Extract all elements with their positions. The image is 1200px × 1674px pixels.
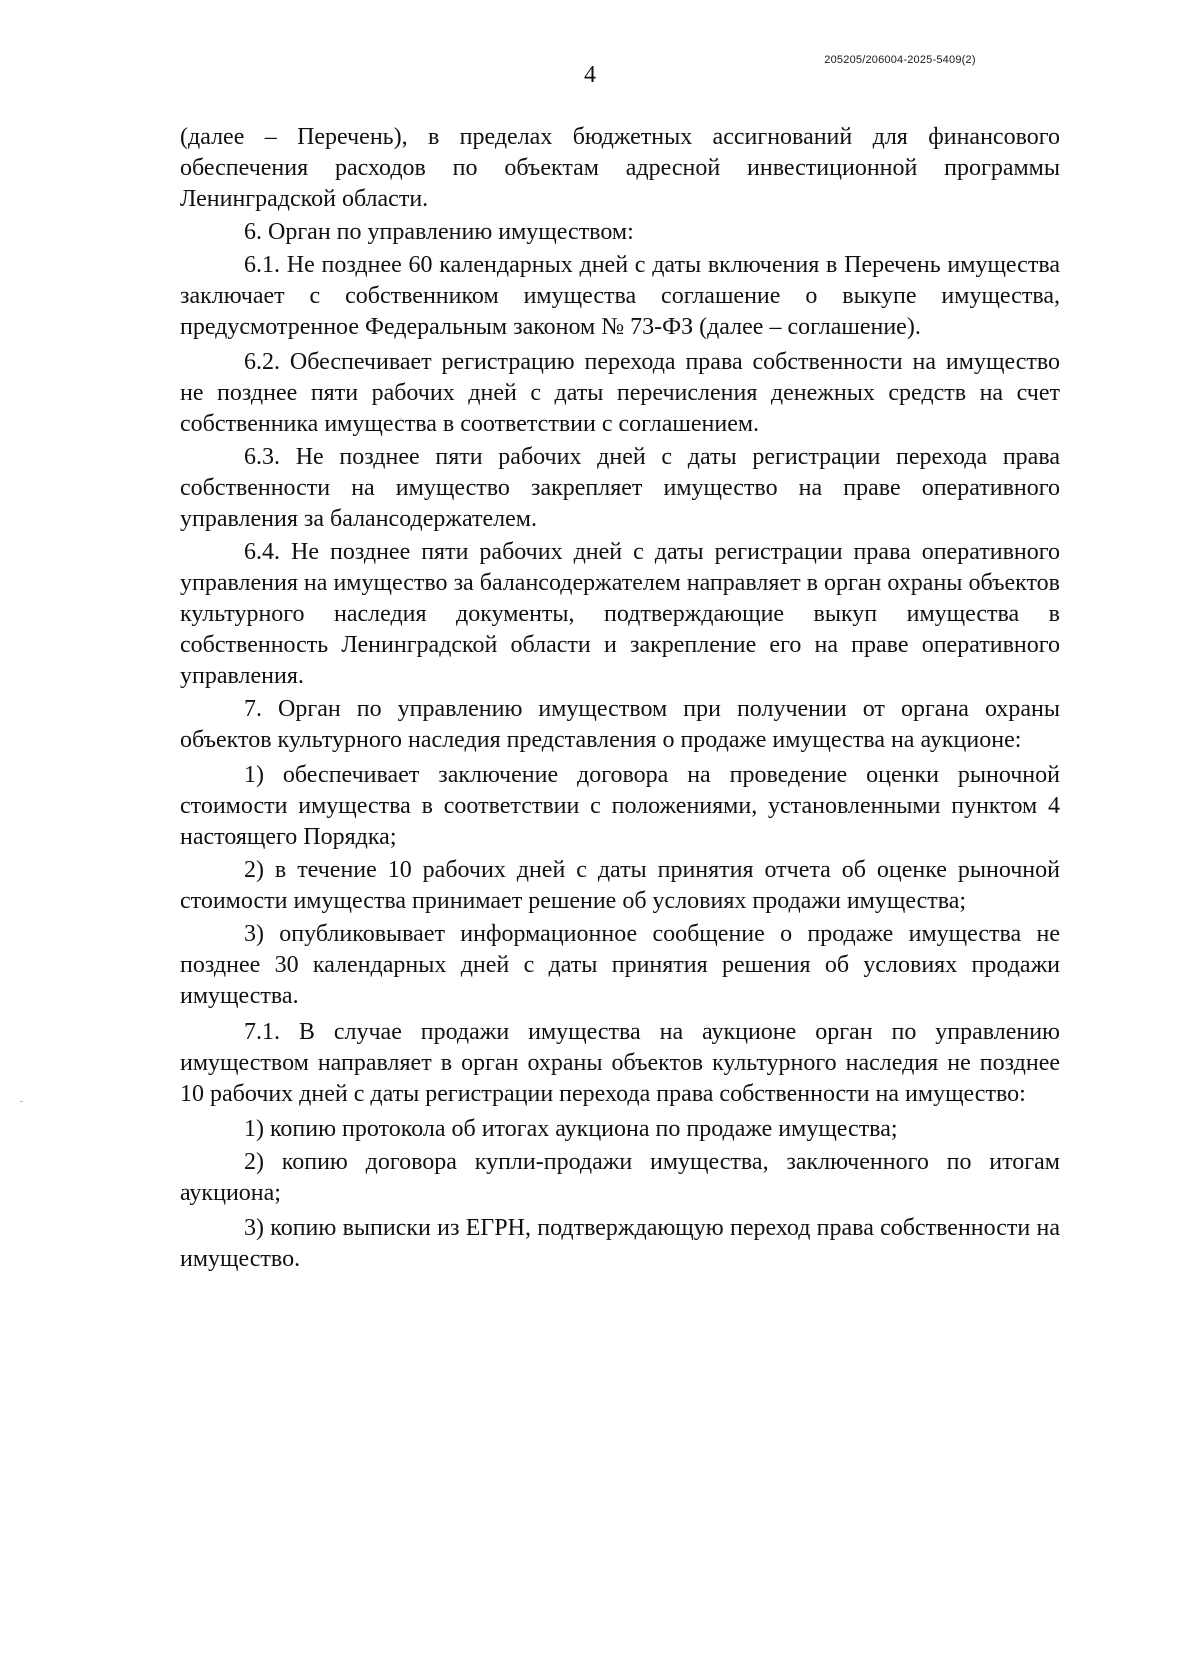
paragraph-7-1: 7.1. В случае продажи имущества на аукционе орган по управлению имуществом направляет в орган охраны объектов культурного наследия не позднее 10 рабочих дней с даты регистрации перехода права собственности на имущество:	[180, 1019, 1060, 1107]
page-number: 4	[584, 62, 596, 88]
paragraph-6-4: 6.4. Не позднее пяти рабочих дней с даты регистрации права оперативного управления на имущество за балансодержателем направляет в орган охраны объектов культурного наследия документы, подтверждающие выкуп имущества в собственность Ленинградской области и закрепление его на праве оперативного управления.	[180, 539, 1060, 689]
document-registration-number: 205205/206004-2025-5409(2)	[824, 54, 976, 66]
paragraph-7-1-item-1: 1) копию протокола об итогах аукциона по продаже имущества;	[244, 1116, 898, 1142]
paragraph-7-1-item-2: 2) копию договора купли-продажи имущества, заключенного по итогам аукциона;	[180, 1149, 1060, 1206]
paragraph-6: 6. Орган по управлению имуществом:	[244, 219, 634, 245]
paragraph-7-item-3: 3) опубликовывает информационное сообщение о продаже имущества не позднее 30 календарных дней с даты принятия решения об условиях продажи имущества.	[180, 921, 1060, 1009]
paragraph-7-1-item-3: 3) копию выписки из ЕГРН, подтверждающую переход права собственности на имущество.	[180, 1215, 1060, 1272]
paragraph-7: 7. Орган по управлению имуществом при получении от органа охраны объектов культурного наследия представления о продаже имущества на аукционе:	[180, 696, 1060, 753]
paragraph-6-2: 6.2. Обеспечивает регистрацию перехода права собственности на имущество не позднее пяти рабочих дней с даты перечисления денежных средств на счет собственника имущества в соответствии с соглашением.	[180, 349, 1060, 437]
paragraph-6-1: 6.1. Не позднее 60 календарных дней с даты включения в Перечень имущества заключает с собственником имущества соглашение о выкупе имущества, предусмотренное Федеральным законом № 73-ФЗ (далее – соглашение).	[180, 252, 1060, 340]
paragraph-7-item-2: 2) в течение 10 рабочих дней с даты принятия отчета об оценке рыночной стоимости имущества принимает решение об условиях продажи имущества;	[180, 857, 1060, 914]
paragraph-6-3: 6.3. Не позднее пяти рабочих дней с даты регистрации перехода права собственности на имущество закрепляет имущество на праве оперативного управления за балансодержателем.	[180, 444, 1060, 532]
scan-artifact-mark	[20, 1101, 23, 1102]
paragraph-7-item-1: 1) обеспечивает заключение договора на проведение оценки рыночной стоимости имущества в соответствии с положениями, установленными пунктом 4 настоящего Порядка;	[180, 762, 1060, 850]
document-body	[180, 122, 1060, 1275]
paragraph-intro-continuation: (далее – Перечень), в пределах бюджетных ассигнований для финансового обеспечения расходов по объектам адресной инвестиционной программы Ленинградской области.	[180, 124, 1060, 212]
